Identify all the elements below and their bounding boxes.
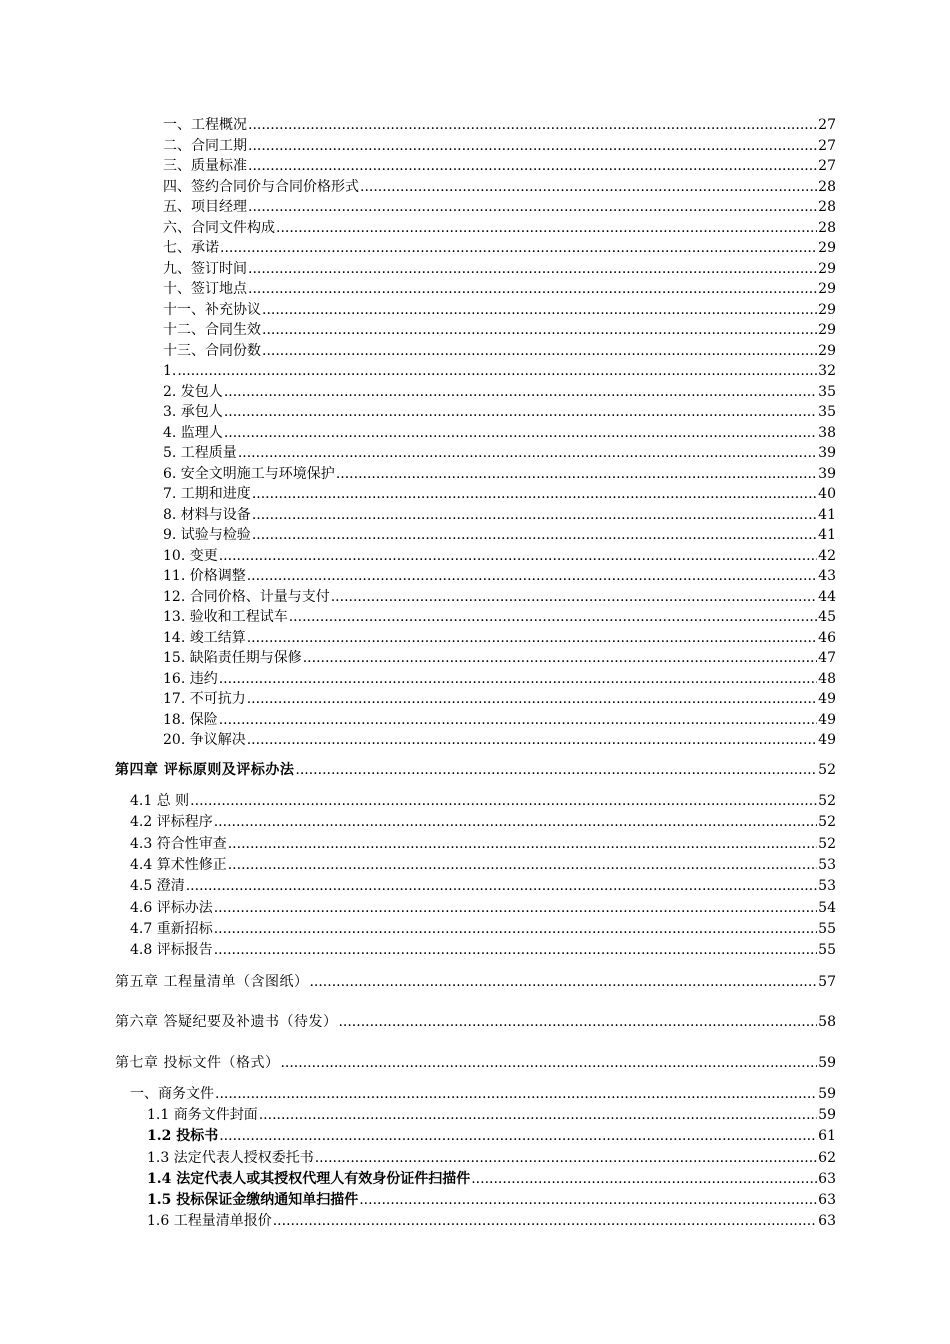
toc-entry[interactable] [130, 1084, 836, 1104]
dot-leader [214, 940, 817, 960]
dot-leader [248, 115, 817, 135]
toc-entry-label: 第五章 工程量清单（含图纸） [115, 974, 309, 990]
dot-leader [220, 238, 817, 258]
toc-entry-label: 1.2 投标书 [147, 1128, 219, 1145]
toc-entry-label: 1.5 投标保证金缴纳通知单扫描件 [147, 1192, 359, 1208]
toc-chapter-entry[interactable] [115, 760, 836, 780]
toc-entry[interactable] [147, 1190, 836, 1210]
dot-leader [190, 791, 817, 811]
toc-entry[interactable] [163, 115, 836, 135]
dot-leader [252, 525, 817, 545]
toc-entry[interactable] [130, 940, 836, 960]
dot-leader [273, 1211, 817, 1231]
toc-entry-label: 第四章 评标原则及评标办法 [115, 762, 295, 778]
dot-leader [262, 320, 817, 340]
dot-leader [471, 1169, 817, 1189]
dot-leader [338, 1012, 817, 1032]
toc-entry-label: 十三、合同份数 [163, 342, 261, 359]
toc-entry-label: 4.3 符合性审查 [130, 835, 227, 852]
toc-entry-page-number: 39 [818, 445, 836, 461]
dot-leader [252, 505, 817, 525]
toc-entry-label: 十二、合同生效 [163, 322, 261, 338]
toc-entry-page-number: 52 [818, 814, 836, 831]
toc-entry-page-number: 29 [818, 342, 836, 359]
dot-leader [228, 834, 817, 854]
toc-entry-label: 七、承诺 [163, 240, 219, 256]
toc-entry-label: 4.5 澄清 [130, 878, 185, 895]
toc-entry-label: 4.6 评标办法 [130, 899, 213, 916]
toc-entry-label: 4.1 总 则 [130, 793, 190, 809]
toc-entry[interactable] [147, 1105, 836, 1125]
toc-entry[interactable] [163, 423, 836, 443]
dot-leader [331, 587, 817, 607]
dot-leader [224, 382, 817, 402]
toc-entry[interactable] [130, 919, 836, 939]
dot-leader [219, 669, 817, 689]
dot-leader [248, 156, 817, 176]
dot-leader [295, 760, 817, 780]
toc-entry-page-number: 27 [818, 158, 836, 174]
dot-leader [224, 423, 817, 443]
toc-entry-label: 4.8 评标报告 [130, 942, 213, 959]
toc-entry-page-number: 41 [818, 506, 836, 523]
toc-entry-label: 1.3 法定代表人授权委托书 [147, 1149, 314, 1166]
toc-entry-label: 8. 材料与设备 [163, 506, 251, 523]
toc-entry-label: 4. 监理人 [163, 424, 223, 441]
toc-entry[interactable] [147, 1148, 836, 1168]
toc-entry-label: 3. 承包人 [163, 404, 223, 420]
toc-entry-page-number: 62 [818, 1149, 836, 1166]
dot-leader [214, 812, 817, 832]
dot-leader [238, 443, 817, 463]
toc-entry-page-number: 35 [818, 383, 836, 400]
dot-leader [303, 648, 817, 668]
toc-entry-page-number: 44 [818, 588, 836, 605]
toc-chapter-entry[interactable] [115, 1053, 836, 1073]
toc-entry-label: 15. 缺陷责任期与保修 [163, 650, 302, 666]
toc-entry-page-number: 49 [818, 691, 836, 707]
toc-entry-label: 六、合同文件构成 [163, 219, 275, 236]
toc-entry[interactable] [163, 382, 836, 402]
dot-leader [262, 341, 817, 361]
dot-leader [247, 730, 817, 750]
dot-leader [259, 1105, 817, 1125]
toc-entry-page-number: 57 [818, 974, 836, 990]
toc-entry[interactable] [130, 855, 836, 875]
toc-entry[interactable] [163, 238, 836, 258]
toc-entry[interactable] [163, 546, 836, 566]
toc-entry[interactable] [163, 689, 836, 709]
toc-entry-page-number: 58 [818, 1014, 836, 1030]
dot-leader [247, 689, 817, 709]
toc-entry-label: 2. 发包人 [163, 383, 223, 400]
dot-leader [359, 1190, 817, 1210]
dot-leader [276, 218, 817, 238]
toc-entry-label: 18. 保险 [163, 711, 218, 728]
toc-entry[interactable] [163, 710, 836, 730]
toc-entry-label: 7. 工期和进度 [163, 486, 251, 502]
toc-chapter-entry[interactable] [115, 1012, 836, 1032]
toc-entry[interactable] [163, 607, 836, 627]
toc-entry-page-number: 29 [818, 240, 836, 256]
toc-entry[interactable] [130, 876, 836, 896]
toc-entry-page-number: 28 [818, 178, 836, 195]
toc-entry-label: 四、签约合同价与合同价格形式 [163, 178, 359, 195]
dot-leader [214, 898, 817, 918]
toc-entry-page-number: 41 [818, 527, 836, 543]
toc-entry-page-number: 32 [818, 363, 836, 379]
toc-entry-page-number: 59 [818, 1107, 836, 1124]
toc-entry-page-number: 35 [818, 404, 836, 420]
toc-entry-label: 1. [163, 363, 177, 379]
dot-leader [336, 464, 817, 484]
toc-entry-label: 1.4 法定代表人或其授权代理人有效身份证件扫描件 [147, 1170, 471, 1187]
toc-entry[interactable] [163, 279, 836, 299]
toc-entry-page-number: 61 [818, 1128, 836, 1145]
dot-leader [280, 1053, 817, 1073]
toc-entry-page-number: 59 [818, 1055, 836, 1071]
toc-entry-label: 5. 工程质量 [163, 445, 237, 461]
toc-entry[interactable] [163, 136, 836, 156]
toc-entry-page-number: 52 [818, 793, 836, 809]
toc-entry-page-number: 29 [818, 301, 836, 318]
toc-entry-page-number: 29 [818, 322, 836, 338]
toc-entry-label: 二、合同工期 [163, 137, 247, 154]
toc-entry-label: 4.2 评标程序 [130, 814, 213, 831]
toc-entry[interactable] [147, 1211, 836, 1231]
toc-entry[interactable] [130, 791, 836, 811]
dot-leader [228, 855, 817, 875]
toc-entry[interactable] [163, 361, 836, 381]
toc-entry-label: 13. 验收和工程试车 [163, 609, 288, 625]
dot-leader [224, 402, 817, 422]
dot-leader [177, 361, 817, 381]
dot-leader [315, 1148, 817, 1168]
toc-entry-label: 4.7 重新招标 [130, 920, 213, 937]
toc-entry-label: 16. 违约 [163, 670, 218, 687]
toc-entry[interactable] [130, 898, 836, 918]
toc-entry[interactable] [163, 341, 836, 361]
toc-entry[interactable] [163, 259, 836, 279]
toc-entry-label: 三、质量标准 [163, 158, 247, 174]
dot-leader [214, 919, 817, 939]
toc-entry[interactable] [163, 587, 836, 607]
toc-entry-page-number: 63 [818, 1170, 836, 1187]
toc-entry-page-number: 40 [818, 486, 836, 502]
toc-entry-page-number: 28 [818, 219, 836, 236]
toc-entry[interactable] [163, 464, 836, 484]
toc-entry-label: 14. 竣工结算 [163, 629, 246, 646]
toc-entry-page-number: 29 [818, 260, 836, 277]
dot-leader [219, 1126, 817, 1146]
toc-entry-label: 4.4 算术性修正 [130, 856, 227, 873]
toc-entry[interactable] [163, 197, 836, 217]
toc-entry[interactable] [163, 177, 836, 197]
dot-leader [219, 710, 817, 730]
toc-entry-page-number: 52 [818, 762, 836, 778]
toc-entry-page-number: 49 [818, 711, 836, 728]
toc-entry[interactable] [163, 300, 836, 320]
toc-entry-label: 第七章 投标文件（格式） [115, 1055, 280, 1071]
toc-entry[interactable] [163, 505, 836, 525]
dot-leader [309, 972, 817, 992]
toc-entry-page-number: 28 [818, 199, 836, 215]
toc-entry-page-number: 27 [818, 137, 836, 154]
toc-entry-page-number: 55 [818, 942, 836, 959]
toc-entry[interactable] [163, 628, 836, 648]
toc-entry-page-number: 29 [818, 281, 836, 297]
toc-entry-page-number: 63 [818, 1192, 836, 1208]
toc-entry-page-number: 59 [818, 1086, 836, 1102]
toc-entry-label: 一、商务文件 [130, 1086, 214, 1102]
toc-entry[interactable] [163, 156, 836, 176]
toc-entry[interactable] [163, 566, 836, 586]
dot-leader [219, 546, 817, 566]
toc-chapter-entry[interactable] [115, 972, 836, 992]
toc-entry-page-number: 27 [818, 117, 836, 133]
toc-entry[interactable] [163, 484, 836, 504]
toc-entry-label: 十一、补充协议 [163, 301, 261, 318]
toc-entry[interactable] [130, 812, 836, 832]
toc-entry-label: 11. 价格调整 [163, 568, 246, 584]
dot-leader [247, 628, 817, 648]
toc-entry[interactable] [163, 402, 836, 422]
toc-entry[interactable] [163, 669, 836, 689]
dot-leader [215, 1084, 817, 1104]
toc-entry-page-number: 38 [818, 424, 836, 441]
toc-entry[interactable] [147, 1126, 836, 1146]
toc-entry-page-number: 54 [818, 899, 836, 916]
toc-entry-page-number: 49 [818, 732, 836, 748]
toc-entry-label: 1.1 商务文件封面 [147, 1107, 258, 1124]
toc-entry-page-number: 46 [818, 629, 836, 646]
toc-entry-page-number: 53 [818, 856, 836, 873]
toc-entry[interactable] [163, 730, 836, 750]
toc-entry-label: 1.6 工程量清单报价 [147, 1213, 272, 1230]
toc-entry[interactable] [163, 320, 836, 340]
toc-entry-page-number: 53 [818, 878, 836, 895]
toc-entry-page-number: 48 [818, 670, 836, 687]
toc-entry-label: 9. 试验与检验 [163, 527, 251, 543]
toc-entry-page-number: 42 [818, 547, 836, 564]
toc-entry-page-number: 63 [818, 1213, 836, 1230]
dot-leader [247, 566, 817, 586]
toc-entry-label: 第六章 答疑纪要及补遗书（待发） [115, 1014, 338, 1030]
toc-entry[interactable] [163, 525, 836, 545]
toc-entry-label: 6. 安全文明施工与环境保护 [163, 465, 335, 482]
dot-leader [252, 484, 817, 504]
toc-entry-label: 12. 合同价格、计量与支付 [163, 588, 330, 605]
toc-entry-label: 17. 不可抗力 [163, 691, 246, 707]
dot-leader [360, 177, 817, 197]
toc-entry[interactable] [163, 218, 836, 238]
toc-entry-page-number: 55 [818, 920, 836, 937]
dot-leader [248, 259, 817, 279]
toc-entry-page-number: 47 [818, 650, 836, 666]
toc-entry-page-number: 45 [818, 609, 836, 625]
toc-entry[interactable] [147, 1169, 836, 1189]
toc-entry-label: 五、项目经理 [163, 199, 247, 215]
dot-leader [248, 279, 817, 299]
toc-entry-label: 九、签订时间 [163, 260, 247, 277]
toc-entry[interactable] [163, 443, 836, 463]
dot-leader [248, 197, 817, 217]
toc-entry-label: 十、签订地点 [163, 281, 247, 297]
dot-leader [289, 607, 817, 627]
dot-leader [262, 300, 817, 320]
toc-entry-label: 20. 争议解决 [163, 732, 246, 748]
toc-entry-page-number: 39 [818, 465, 836, 482]
dot-leader [186, 876, 817, 896]
toc-entry[interactable] [163, 648, 836, 668]
dot-leader [248, 136, 817, 156]
toc-entry-label: 10. 变更 [163, 547, 218, 564]
toc-entry-page-number: 43 [818, 568, 836, 584]
toc-entry-page-number: 52 [818, 835, 836, 852]
toc-entry[interactable] [130, 834, 836, 854]
toc-entry-label: 一、工程概况 [163, 117, 247, 133]
